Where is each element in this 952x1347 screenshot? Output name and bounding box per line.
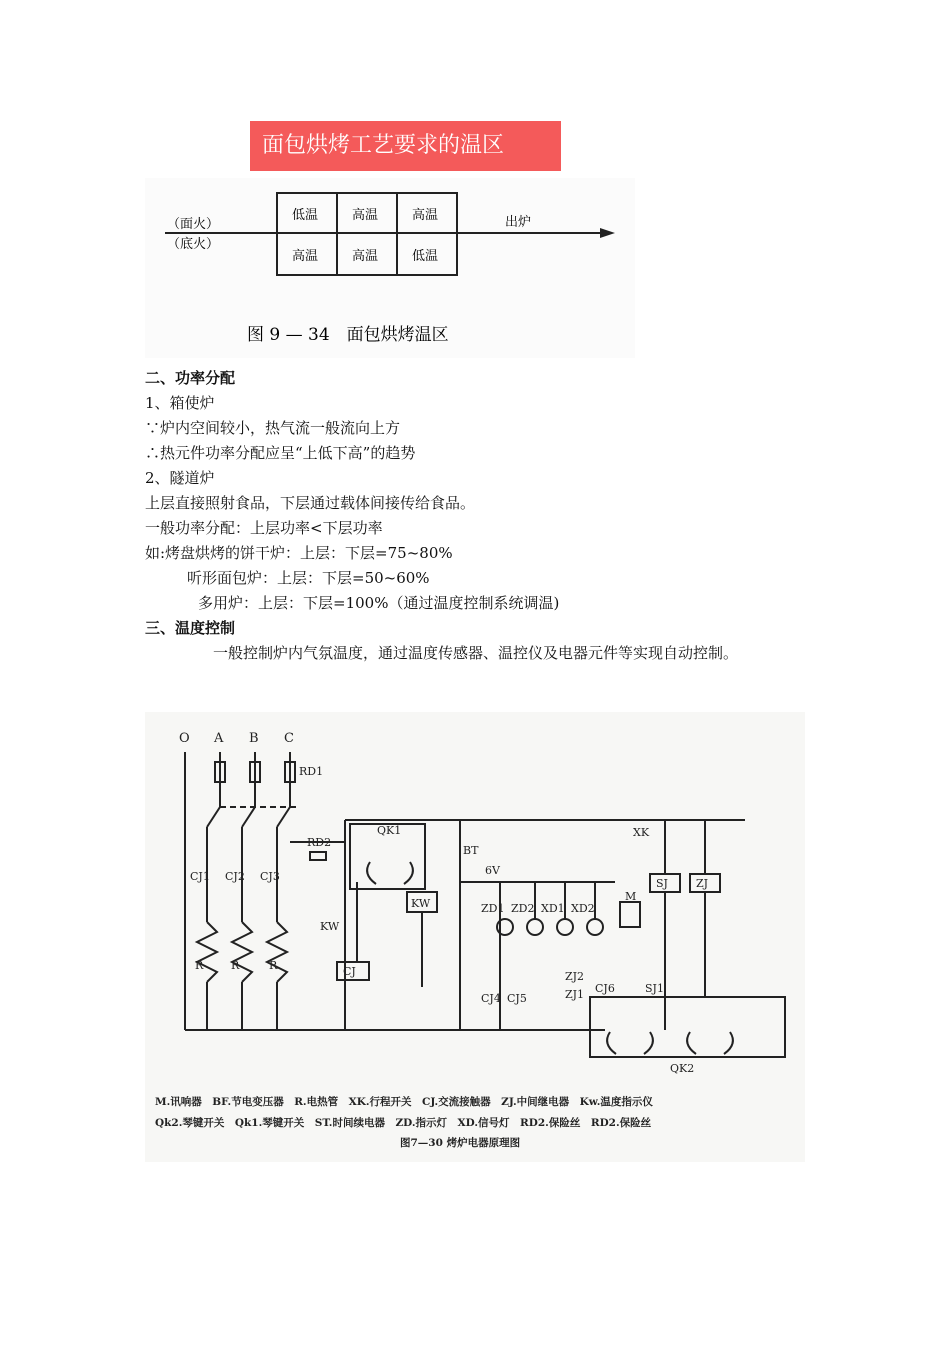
sj1-label: SJ1 <box>645 982 664 995</box>
zone-bottom-1: 高温 <box>292 249 319 264</box>
phase-label-c: C <box>284 731 294 746</box>
kw-box-label: KW <box>411 897 431 910</box>
cj6-label: CJ6 <box>595 982 615 995</box>
section-heading-power: 二、功率分配 <box>145 369 236 387</box>
text-line: ∴热元件功率分配应呈“上低下高”的趋势 <box>145 444 416 462</box>
section-heading-temp: 三、温度控制 <box>145 619 236 637</box>
qk1-label: QK1 <box>377 824 402 837</box>
cj2-label: CJ2 <box>225 870 245 883</box>
cj-box-label: CJ <box>343 965 356 978</box>
six-volt-label: 6V <box>485 864 500 877</box>
phase-label-o: O <box>179 731 190 746</box>
r-label-1: R <box>195 959 204 972</box>
xd2-label: XD2 <box>571 902 595 915</box>
zone-bottom-2: 高温 <box>352 249 379 264</box>
sj-label: SJ <box>656 877 668 890</box>
circuit-caption: 图7—30 烤炉电器原理图 <box>400 1137 521 1149</box>
text-line: ∵炉内空间较小，热气流一般流向上方 <box>145 419 401 437</box>
zone-top-1: 低温 <box>292 208 319 223</box>
text-line: 一般功率分配：上层功率<下层功率 <box>145 519 383 537</box>
lower-fire-label: （底火） <box>167 237 220 252</box>
rd1-label: RD1 <box>299 765 324 778</box>
cj1-label: CJ1 <box>190 870 210 883</box>
upper-fire-label: （面火） <box>167 217 220 232</box>
legend-line-1: M.讯响器 BF.节电变压器 R.电热管 XK.行程开关 CJ.交流接触器 ZJ.中间继电器 Kw.温度指示仪 <box>155 1096 653 1108</box>
zone-top-2: 高温 <box>352 208 379 223</box>
banner-title: 面包烘烤工艺要求的温区 <box>250 121 561 171</box>
m-label: M <box>625 890 637 903</box>
phase-label-b: B <box>249 731 259 746</box>
text-line: 听形面包炉：上层：下层=50~60% <box>187 569 430 587</box>
exit-label: 出炉 <box>505 215 532 230</box>
r-label-2: R <box>231 959 240 972</box>
r-label-3: R <box>269 959 278 972</box>
xk-label: XK <box>633 826 650 839</box>
text-line: 2、隧道炉 <box>145 469 215 487</box>
rd2-label: RD2 <box>307 836 332 849</box>
cj5-label: CJ5 <box>507 992 527 1005</box>
text-line: 一般控制炉内气氛温度，通过温度传感器、温控仪及电器元件等实现自动控制。 <box>213 644 739 662</box>
kw-label: KW <box>320 920 340 933</box>
zone-top-3: 高温 <box>412 208 439 223</box>
qk2-label: QK2 <box>670 1062 695 1075</box>
text-line: 1、箱使炉 <box>145 394 215 412</box>
cj4-label: CJ4 <box>481 992 501 1005</box>
zd2-label: ZD2 <box>511 902 535 915</box>
text-line: 多用炉：上层：下层=100%（通过温度控制系统调温) <box>198 594 560 612</box>
phase-label-a: A <box>214 731 224 746</box>
bt-label: BT <box>463 844 479 857</box>
temperature-zone-figure <box>145 178 635 358</box>
figure-caption: 图 9 — 34 面包烘烤温区 <box>247 325 449 345</box>
zj1-label: ZJ1 <box>565 988 585 1001</box>
text-line: 如:烤盘烘烤的饼干炉：上层：下层=75~80% <box>145 544 453 562</box>
text-line: 上层直接照射食品，下层通过载体间接传给食品。 <box>145 494 476 512</box>
zone-bottom-3: 低温 <box>412 249 439 264</box>
zj2-label: ZJ2 <box>565 970 585 983</box>
xd1-label: XD1 <box>541 902 565 915</box>
zd1-label: ZD1 <box>481 902 505 915</box>
cj3-label: CJ3 <box>260 870 280 883</box>
zj-label: ZJ <box>696 877 709 890</box>
legend-line-2: Qk2.琴键开关 Qk1.琴键开关 ST.时间续电器 ZD.指示灯 XD.信号灯 RD2.保险丝 RD2.保险丝 <box>155 1117 652 1129</box>
circuit-diagram <box>145 712 805 1162</box>
